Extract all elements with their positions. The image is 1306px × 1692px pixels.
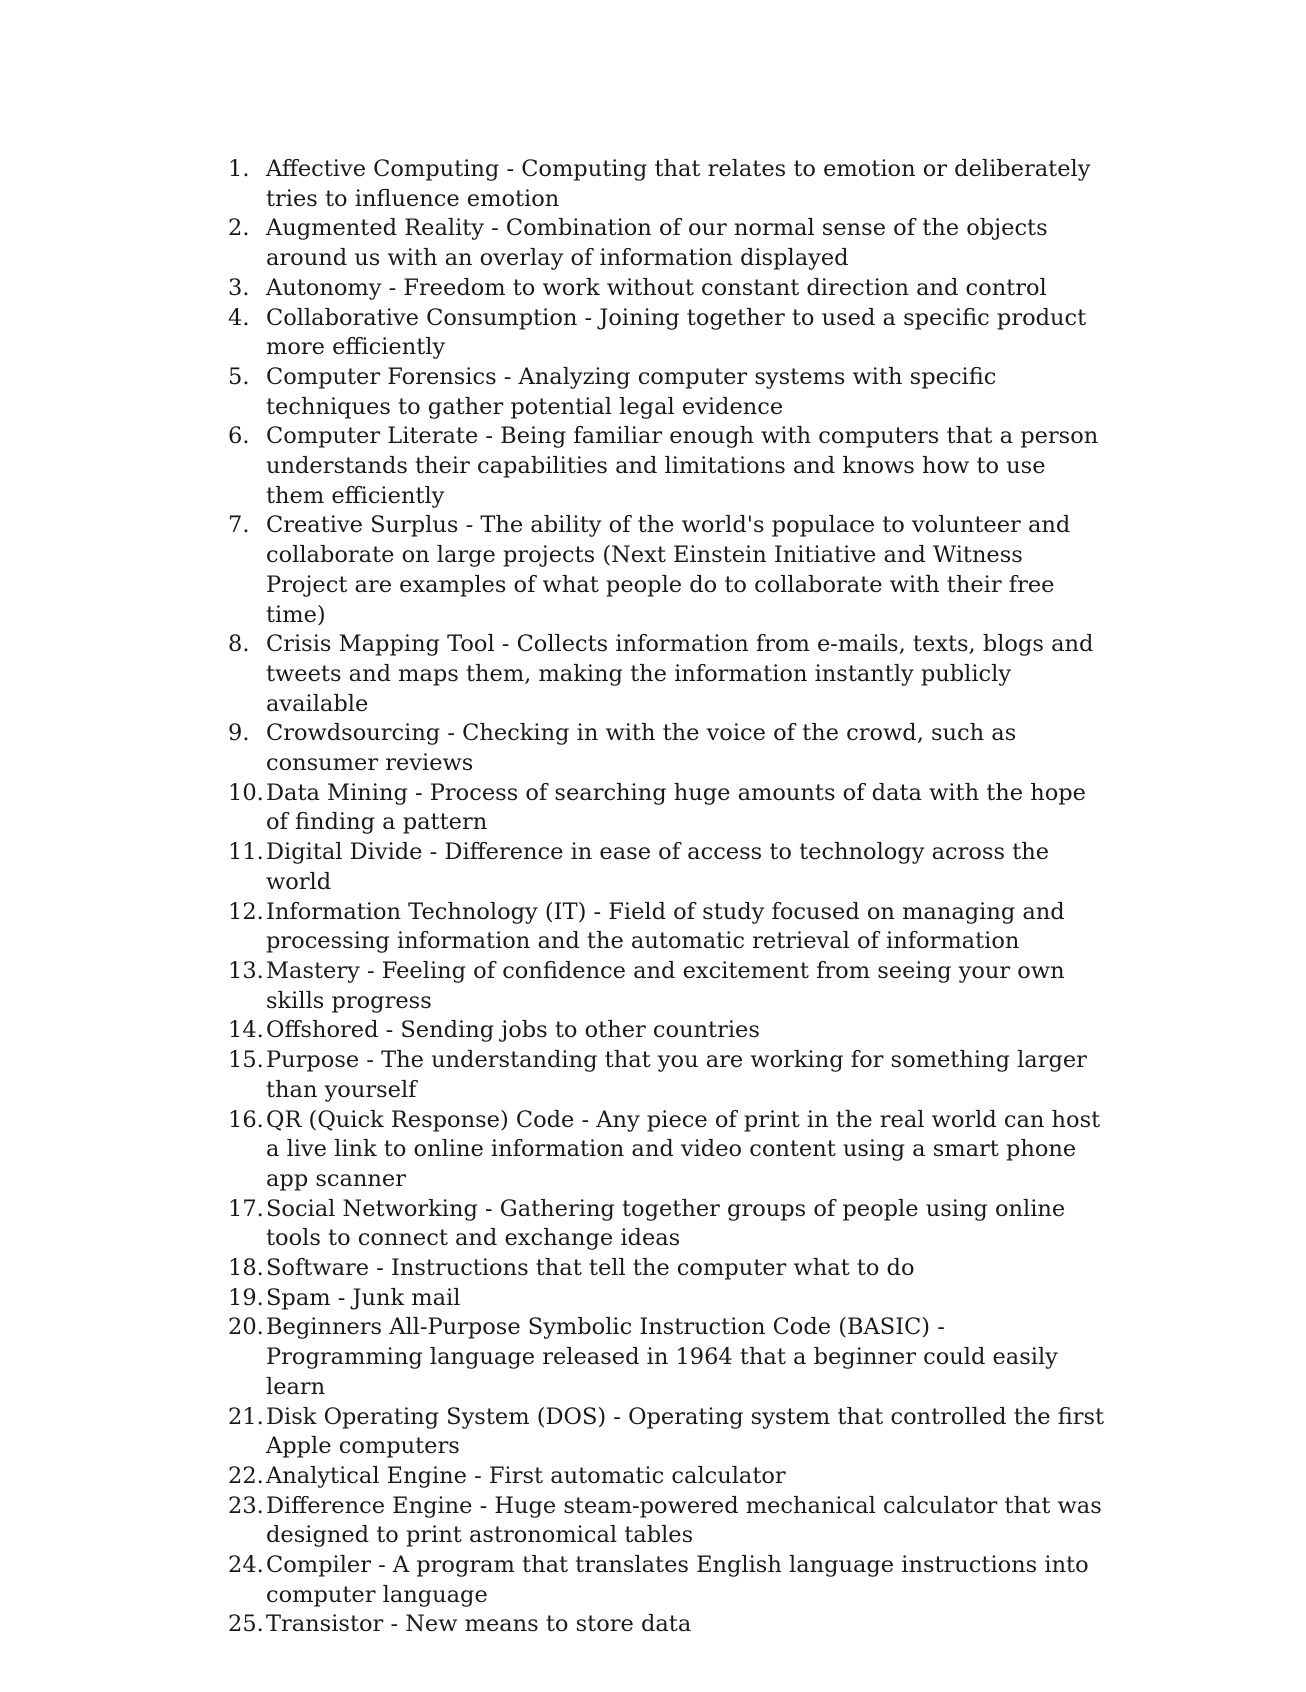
list-item xyxy=(228,1610,1108,1640)
list-item-text: Information Technology (IT) - Field of study focused on managing and processing information and the automatic retrieval of information xyxy=(266,898,1065,955)
list-item-number: 22. xyxy=(228,1462,264,1489)
list-item xyxy=(228,1254,1108,1284)
list-item-number: 12. xyxy=(228,898,264,925)
list-item-number: 15. xyxy=(228,1047,264,1074)
list-item-text: Disk Operating System (DOS) - Operating system that controlled the first Apple computers xyxy=(266,1403,1105,1460)
list-item xyxy=(228,1551,1108,1610)
list-item-number: 4. xyxy=(228,304,250,331)
list-item-number: 21. xyxy=(228,1403,264,1430)
list-item xyxy=(228,304,1108,363)
list-item xyxy=(228,1195,1108,1254)
list-item-number: 19. xyxy=(228,1284,264,1311)
list-item-text: Social Networking - Gathering together groups of people using online tools to connect and exchange ideas xyxy=(266,1195,1066,1252)
list-item-number: 7. xyxy=(228,512,250,539)
list-item-number: 17. xyxy=(228,1195,264,1222)
list-item xyxy=(228,1106,1108,1195)
list-item-text: Difference Engine - Huge steam-powered mechanical calculator that was designed to print astronomical tables xyxy=(266,1492,1102,1549)
list-item xyxy=(228,1492,1108,1551)
list-item-number: 25. xyxy=(228,1611,264,1638)
list-item-number: 9. xyxy=(228,720,250,747)
list-item-text: Mastery - Feeling of confidence and excitement from seeing your own skills progress xyxy=(266,957,1065,1014)
list-item-number: 2. xyxy=(228,215,250,242)
list-item-text: Computer Forensics - Analyzing computer systems with specific techniques to gather potential legal evidence xyxy=(266,363,997,420)
list-item-text: Digital Divide - Difference in ease of access to technology across the world xyxy=(266,839,1050,895)
list-item xyxy=(228,898,1108,957)
list-item xyxy=(228,1016,1108,1046)
list-item xyxy=(228,274,1108,304)
list-item-number: 10. xyxy=(228,779,264,806)
list-item-text: Software - Instructions that tell the computer what to do xyxy=(266,1255,915,1282)
list-item xyxy=(228,630,1108,719)
list-item xyxy=(228,363,1108,422)
list-item xyxy=(228,1313,1108,1402)
list-item-number: 16. xyxy=(228,1106,264,1133)
list-item-number: 24. xyxy=(228,1552,264,1579)
list-item xyxy=(228,1403,1108,1462)
list-item xyxy=(228,1046,1108,1105)
list-item-text: Crowdsourcing - Checking in with the voice of the crowd, such as consumer reviews xyxy=(266,720,1017,777)
list-item-text: Crisis Mapping Tool - Collects information from e-mails, texts, blogs and tweets and maps them, making the information instantly publicly available xyxy=(266,631,1094,717)
list-item-text: Analytical Engine - First automatic calculator xyxy=(266,1462,786,1489)
list-item-text: Beginners All-Purpose Symbolic Instruction Code (BASIC) - Programming language released in 1964 that a beginner could easily learn xyxy=(266,1314,1058,1400)
list-item-text: Transistor - New means to store data xyxy=(266,1611,692,1638)
list-item-text: QR (Quick Response) Code - Any piece of print in the real world can host a live link to online information and video content using a smart phone app scanner xyxy=(266,1106,1101,1192)
list-item-number: 14. xyxy=(228,1017,264,1044)
list-item-number: 5. xyxy=(228,363,250,390)
list-item xyxy=(228,1462,1108,1492)
list-item-number: 8. xyxy=(228,631,250,658)
list-item xyxy=(228,214,1108,273)
list-item-text: Creative Surplus - The ability of the world's populace to volunteer and collaborate on large projects (Next Einstein Initiative and Witness Project are examples of what people do to collaborate with their free time) xyxy=(266,512,1071,628)
list-item-text: Offshored - Sending jobs to other countries xyxy=(266,1017,760,1044)
list-item-number: 20. xyxy=(228,1314,264,1341)
list-item xyxy=(228,838,1108,897)
list-item-text: Autonomy - Freedom to work without constant direction and control xyxy=(266,274,1047,301)
list-item-number: 13. xyxy=(228,957,264,984)
list-item-text: Spam - Junk mail xyxy=(266,1284,461,1311)
list-item xyxy=(228,155,1108,214)
list-item-text: Computer Literate - Being familiar enough with computers that a person understands their capabilities and limitations and knows how to use them efficiently xyxy=(266,423,1099,509)
list-item-number: 23. xyxy=(228,1492,264,1519)
list-item-text: Compiler - A program that translates English language instructions into computer language xyxy=(266,1552,1089,1608)
list-item xyxy=(228,1284,1108,1314)
list-item xyxy=(228,779,1108,838)
list-item-number: 1. xyxy=(228,156,250,182)
list-item xyxy=(228,422,1108,511)
list-item-text: Data Mining - Process of searching huge amounts of data with the hope of finding a pattern xyxy=(266,779,1086,836)
list-item-number: 11. xyxy=(228,839,264,866)
list-item-text: Affective Computing - Computing that relates to emotion or deliberately tries to influence emotion xyxy=(266,156,1091,212)
list-item xyxy=(228,957,1108,1016)
list-item-number: 18. xyxy=(228,1255,264,1282)
list-item xyxy=(228,511,1108,630)
list-item-number: 6. xyxy=(228,423,250,450)
list-item-text: Augmented Reality - Combination of our normal sense of the objects around us with an overlay of information displayed xyxy=(266,215,1048,272)
list-item-text: Purpose - The understanding that you are working for something larger than yourself xyxy=(266,1047,1087,1103)
list-item-text: Collaborative Consumption - Joining together to used a specific product more efficiently xyxy=(266,304,1087,361)
list-item xyxy=(228,719,1108,778)
list-item-number: 3. xyxy=(228,274,250,301)
glossary-list xyxy=(228,155,1108,1640)
